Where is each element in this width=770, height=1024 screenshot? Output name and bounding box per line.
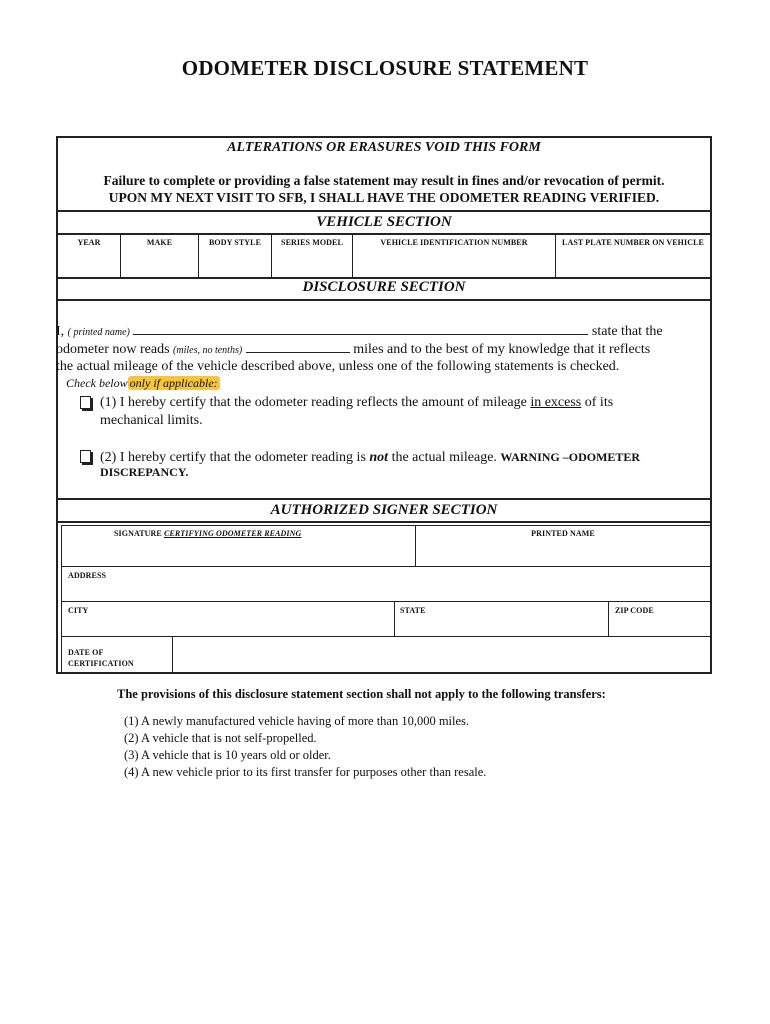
provisions-heading: The provisions of this disclosure statement section shall not apply to the following transfers: xyxy=(117,687,606,701)
option2-checkbox[interactable] xyxy=(80,450,91,463)
odometer-now-reads: odometer now reads xyxy=(56,342,170,357)
printed-name-line xyxy=(56,322,706,342)
make-header: MAKE xyxy=(146,238,173,247)
signature-label xyxy=(114,529,301,538)
city-field[interactable] xyxy=(61,601,395,637)
body-style-field[interactable] xyxy=(201,249,269,275)
disclosure-form xyxy=(56,136,712,674)
state-field[interactable] xyxy=(394,601,609,637)
option2-text-end: the actual mileage. xyxy=(391,450,497,465)
year-header: YEAR xyxy=(77,238,101,247)
last-plate-header: LAST PLATE NUMBER ON VEHICLE xyxy=(562,238,704,247)
miles-rest-text: miles and to the best of my knowledge that it reflects xyxy=(353,342,651,357)
page-title: ODOMETER DISCLOSURE STATEMENT xyxy=(181,56,589,80)
verification-notice: UPON MY NEXT VISIT TO SFB, I SHALL HAVE THE ODOMETER READING VERIFIED. xyxy=(108,190,660,205)
vehicle-section-title: VEHICLE SECTION xyxy=(316,214,452,230)
signature-label-underlined: CERTIFYING ODOMETER READING xyxy=(163,529,302,538)
series-model-header: SERIES MODEL xyxy=(281,238,343,247)
option1-in-excess: in excess xyxy=(530,395,582,410)
option2-not: not xyxy=(369,450,389,465)
address-label: ADDRESS xyxy=(68,571,107,580)
option1-statement xyxy=(100,394,700,430)
odometer-line xyxy=(56,340,716,360)
printed-name-field[interactable] xyxy=(133,322,588,335)
option2-statement xyxy=(100,448,700,467)
alterations-warning: ALTERATIONS OR ERASURES VOID THIS FORM xyxy=(227,140,541,155)
date-label-line1: DATE OF xyxy=(68,648,104,657)
address-field[interactable] xyxy=(61,566,711,602)
check-below-line xyxy=(66,376,220,391)
option1-text-end: of its xyxy=(584,395,614,410)
vin-field[interactable] xyxy=(355,249,553,275)
list-item: (4) A new vehicle prior to its first transfer for purposes other than resale. xyxy=(124,765,487,779)
authorized-section-title: AUTHORIZED SIGNER SECTION xyxy=(270,502,498,518)
miles-hint: (miles, no tenths) xyxy=(173,345,243,356)
option1-mechanical-limits: mechanical limits. xyxy=(100,413,203,428)
vehicle-table xyxy=(58,235,710,277)
list-item: (2) A vehicle that is not self-propelled. xyxy=(124,731,317,745)
list-item: (1) A newly manufactured vehicle having of more than 10,000 miles. xyxy=(124,714,470,728)
divider xyxy=(58,210,710,212)
only-if-applicable-highlight: only if applicable: xyxy=(129,376,218,390)
odometer-miles-field[interactable] xyxy=(246,340,350,353)
divider xyxy=(58,521,710,523)
series-model-field[interactable] xyxy=(274,249,350,275)
divider xyxy=(58,498,710,500)
divider xyxy=(58,299,710,301)
provisions-list xyxy=(124,713,486,781)
printed-name-label: PRINTED NAME xyxy=(531,529,595,538)
body-style-header: BODY STYLE xyxy=(208,238,262,247)
make-field[interactable] xyxy=(123,249,196,275)
date-label-line2: CERTIFICATION xyxy=(68,659,134,668)
state-label: STATE xyxy=(400,606,426,615)
date-of-certification-field[interactable] xyxy=(172,636,711,673)
vin-header: VEHICLE IDENTIFICATION NUMBER xyxy=(380,238,528,247)
check-below-text: Check below xyxy=(66,376,128,390)
date-label-cell xyxy=(61,636,173,673)
option2-text: (2) I hereby certify that the odometer reading is xyxy=(100,450,366,465)
zip-code-label: ZIP CODE xyxy=(615,606,654,615)
last-plate-field[interactable] xyxy=(558,249,708,275)
odometer-warning: WARNING –ODOMETER xyxy=(500,450,641,464)
city-label: CITY xyxy=(68,606,89,615)
date-of-certification-label xyxy=(68,647,134,669)
printed-name-signer-field[interactable] xyxy=(415,525,711,567)
year-field[interactable] xyxy=(60,249,118,275)
printed-name-hint: ( printed name) xyxy=(67,327,130,338)
signature-label-text: SIGNATURE xyxy=(114,529,162,538)
i-prefix: I, xyxy=(56,324,65,339)
failure-warning: Failure to complete or providing a false statement may result in fines and/or revocation of permit. xyxy=(103,173,665,188)
list-item: (3) A vehicle that is 10 years old or older. xyxy=(124,748,331,762)
option1-text: (1) I hereby certify that the odometer reading reflects the amount of mileage xyxy=(100,395,527,410)
mileage-statement-line: the actual mileage of the vehicle described above, unless one of the following statements is checked. xyxy=(56,359,620,374)
state-that-text: state that the xyxy=(591,324,663,339)
disclosure-section-title: DISCLOSURE SECTION xyxy=(302,279,466,295)
signature-field[interactable] xyxy=(61,525,416,567)
discrepancy-text: DISCREPANCY. xyxy=(100,465,189,479)
option1-checkbox[interactable] xyxy=(80,396,91,409)
zip-code-field[interactable] xyxy=(608,601,711,637)
